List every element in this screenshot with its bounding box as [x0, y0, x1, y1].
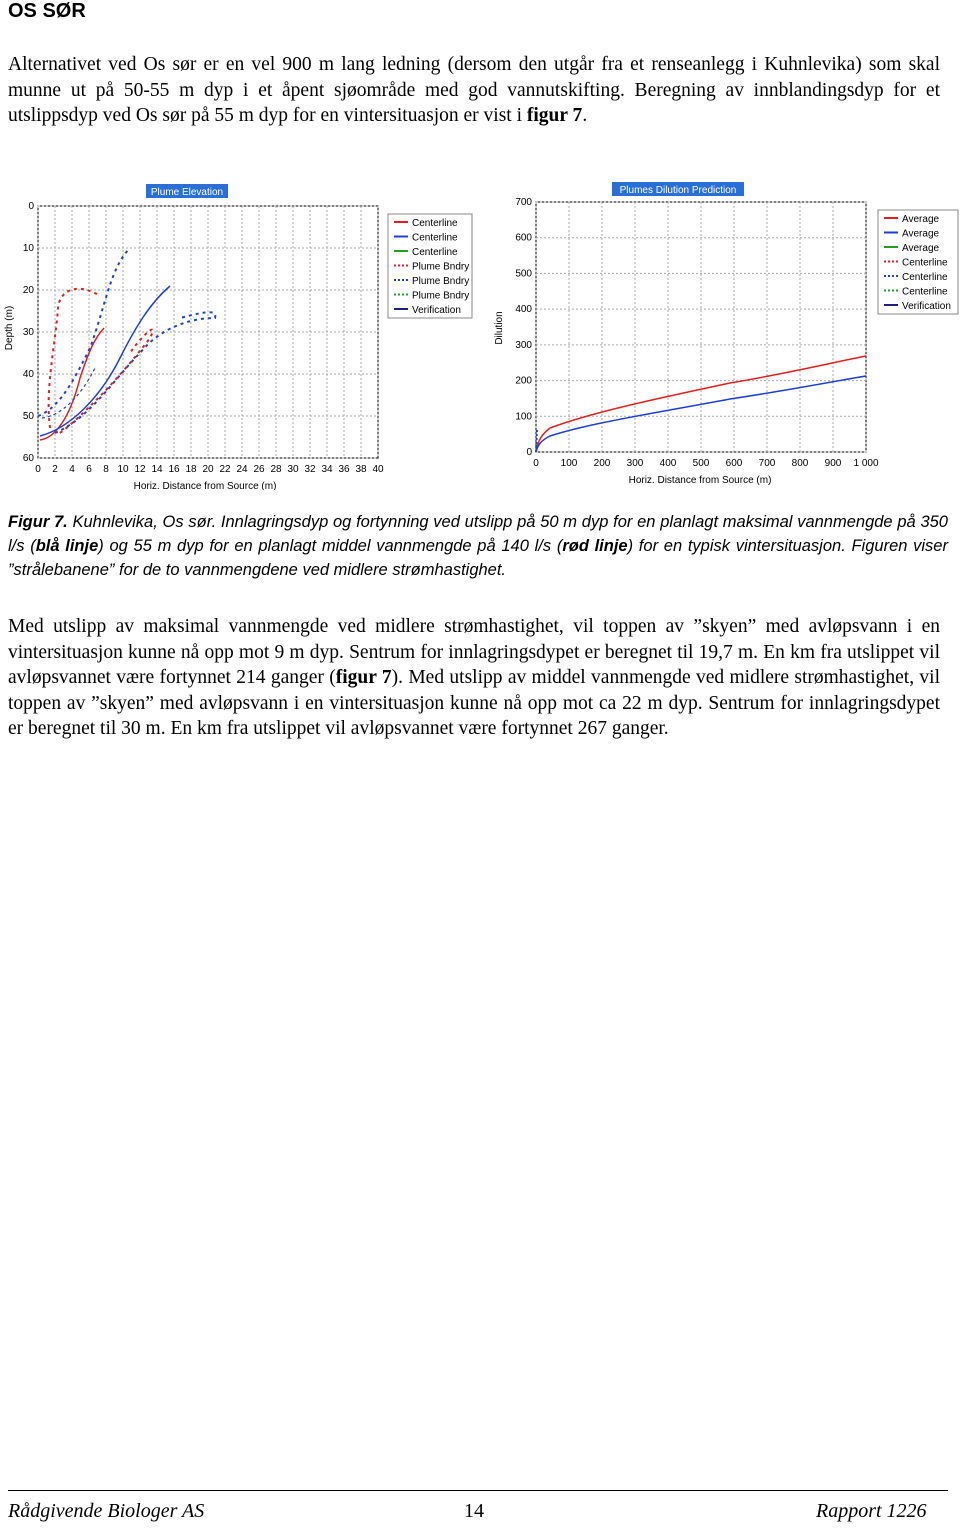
left-chart-ylabel: Depth (m): [4, 305, 15, 351]
right-xtick-label: 800: [791, 458, 809, 469]
left-ytick-label: 20: [22, 285, 34, 296]
left-xtick-label: 0: [35, 464, 41, 475]
left-xtick-label: 40: [372, 464, 384, 475]
right-ytick-label: 300: [515, 339, 532, 351]
right-legend-label: Average: [902, 243, 940, 254]
left-xtick-label: 24: [236, 464, 248, 475]
left-xtick-label: 10: [117, 464, 129, 475]
right-chart-grid: [536, 202, 866, 452]
right-legend-label: Centerline: [902, 257, 948, 269]
footer-report-number: Rapport 1226: [816, 1500, 927, 1522]
caption-bold-red: rød linje: [562, 537, 628, 555]
results-figure-reference: figur 7: [335, 667, 392, 688]
left-xtick-label: 14: [151, 464, 163, 475]
left-legend-label: Verification: [412, 305, 461, 316]
right-xtick-label: 100: [560, 458, 578, 469]
left-legend-label: Centerline: [412, 218, 458, 229]
caption-text-1: Kuhnlevika, Os sør. Innlagringsdyp og fortynning ved utslipp på 50 m dyp for en planlagt maksimal vannmengde på 350 l/s (: [8, 513, 948, 555]
right-xtick-label: 0: [533, 458, 539, 469]
left-xtick-label: 32: [304, 464, 316, 475]
intro-paragraph: [8, 52, 940, 129]
left-ytick-label: 0: [28, 201, 34, 212]
caption-text-2: ) og 55 m dyp for en planlagt middel vannmengde på 140 l/s (: [98, 537, 563, 555]
intro-text: Alternativet ved Os sør er en vel 900 m lang ledning (dersom den utgår fra et renseanlegg i Kuhnlevika) som skal munne ut på 50-55 m dyp i et åpent sjøområde med god vannutskifting. Beregning av innblandingsdyp for et utslippsdyp ved Os sør på 55 m dyp for en vintersituasjon er vist i: [8, 54, 940, 126]
right-legend-label: Average: [902, 228, 940, 240]
left-xtick-label: 2: [52, 464, 58, 475]
plume-elevation-figure: [0, 178, 476, 490]
left-xtick-label: 22: [219, 464, 231, 475]
left-chart-xticks: [35, 464, 384, 475]
left-ytick-label: 50: [22, 411, 34, 422]
left-legend-label: Centerline: [412, 247, 458, 258]
right-chart-xlabel: Horiz. Distance from Source (m): [628, 475, 772, 486]
figure-caption: [8, 510, 948, 582]
right-ytick-label: 700: [515, 197, 532, 208]
right-xtick-label: 700: [758, 458, 776, 469]
left-ytick-label: 30: [22, 327, 34, 338]
left-legend-label: Plume Bndry: [412, 290, 470, 302]
right-ytick-label: 500: [515, 268, 532, 280]
right-ytick-label: 100: [515, 411, 532, 423]
right-chart-ylabel: Dilution: [494, 311, 505, 345]
figure-reference: figur 7: [526, 105, 583, 126]
left-xtick-label: 34: [321, 464, 333, 475]
left-xtick-label: 20: [202, 464, 214, 475]
right-legend-label: Average: [902, 214, 940, 225]
right-xtick-label: 200: [593, 458, 611, 469]
caption-bold-blue: blå linje: [35, 537, 99, 555]
left-ytick-label: 60: [22, 453, 34, 464]
left-xtick-label: 4: [69, 464, 75, 475]
left-xtick-label: 18: [185, 464, 197, 475]
right-ytick-label: 400: [515, 304, 532, 316]
left-chart-title: Plume Elevation: [150, 187, 224, 198]
left-ytick-label: 10: [22, 243, 34, 254]
left-legend-label: Plume Bndry: [412, 261, 470, 273]
right-legend-label: Centerline: [902, 286, 948, 298]
left-legend-label: Plume Bndry: [412, 276, 470, 287]
left-chart-xlabel: Horiz. Distance from Source (m): [133, 481, 277, 490]
results-paragraph: [8, 614, 940, 742]
left-legend-label: Centerline: [412, 232, 458, 244]
left-xtick-label: 28: [270, 464, 282, 475]
footer-page-number: 14: [464, 1500, 484, 1522]
left-ytick-label: 40: [22, 369, 34, 380]
footer-publisher: Rådgivende Biologer AS: [8, 1500, 205, 1522]
left-xtick-label: 6: [86, 464, 92, 475]
right-chart-title: Plumes Dilution Prediction: [619, 185, 737, 196]
right-xtick-label: 300: [626, 458, 644, 469]
right-ytick-label: 200: [515, 375, 532, 387]
left-xtick-label: 30: [287, 464, 299, 475]
right-ytick-label: 0: [526, 447, 532, 458]
right-xtick-label: 600: [725, 458, 743, 469]
right-ytick-label: 600: [515, 232, 532, 244]
results-text-1: Med utslipp av maksimal vannmengde ved midlere strømhastighet, vil toppen av ”skyen” med avløpsvann i en vintersituasjon kunne nå opp mot 9 m dyp. Sentrum for innlagringsdypet er beregnet til 19,7 m. En km fra utslippet vil avløpsvannet være fortynnet 214 ganger (: [8, 616, 940, 688]
left-xtick-label: 26: [253, 464, 265, 475]
caption-text-3: ) for en typisk vintersituasjon. Figuren viser ”strålebanene” for de to vannmengdene ved midlere strømhastighet.: [8, 537, 948, 579]
right-xtick-label: 500: [692, 458, 710, 469]
left-xtick-label: 38: [355, 464, 367, 475]
intro-tail: .: [582, 105, 588, 126]
right-legend-label: Centerline: [902, 272, 948, 283]
left-xtick-label: 8: [103, 464, 109, 475]
section-heading: OS SØR: [8, 0, 86, 22]
left-xtick-label: 36: [338, 464, 350, 475]
footer-rule: [8, 1490, 948, 1491]
results-text-2: ). Med utslipp av middel vannmengde ved midlere strømhastighet, vil toppen av ”skyen” med avløpsvann i en vintersituasjon kunne nå opp mot ca 22 m dyp. Sentrum for innlagringsdypet er beregnet til 30 m. En km fra utslippet vil avløpsvannet være fortynnet 267 ganger.: [8, 667, 940, 739]
right-xtick-label: 400: [659, 458, 677, 469]
caption-label: Figur 7.: [8, 513, 68, 531]
left-xtick-label: 12: [134, 464, 146, 475]
left-xtick-label: 16: [168, 464, 180, 475]
right-xtick-label: 1 000: [853, 458, 879, 469]
left-chart-grid: [38, 206, 378, 458]
right-xtick-label: 900: [824, 458, 842, 469]
dilution-prediction-figure: [490, 178, 960, 490]
right-legend-label: Verification: [902, 301, 951, 312]
